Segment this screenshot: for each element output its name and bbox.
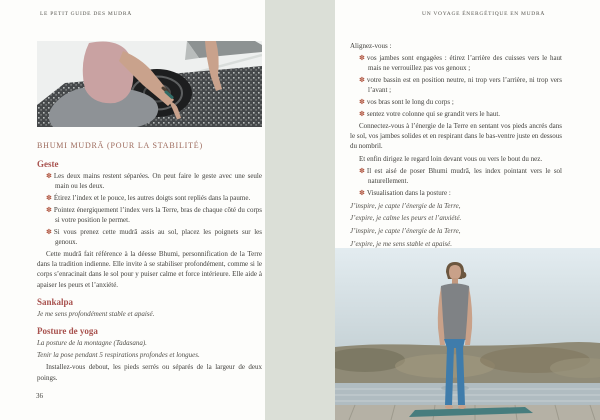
sankalpa-text: Je me sens profondément stable et apaisé. bbox=[37, 309, 155, 318]
right-page-column bbox=[350, 41, 562, 250]
list-item bbox=[359, 188, 562, 198]
connect-paragraph: Connectez-vous à l’énergie de la Terre en sentant vos pieds ancrés dans le sol, vos jambes solides et en respirant dans le bas-ventre juste en dessous du nombril. bbox=[350, 121, 562, 151]
list-item-text: votre bassin est en position neutre, ni trop vers l’arrière, ni trop vers l’avant ; bbox=[366, 76, 562, 95]
list-item bbox=[359, 166, 562, 186]
list-item bbox=[359, 109, 562, 119]
section-heading-sankalpa: Sankalpa bbox=[37, 296, 74, 307]
gaze-paragraph: Et enfin dirigez le regard loin devant vous ou vers le bout du nez. bbox=[359, 154, 543, 163]
flower-bullet-icon: ✽ bbox=[359, 109, 365, 118]
list-item bbox=[359, 75, 562, 95]
list-item bbox=[46, 205, 262, 225]
visualisation-line: J’inspire, je capte l’énergie de la Terre, bbox=[350, 227, 461, 236]
flower-bullet-icon: ✽ bbox=[46, 172, 52, 180]
photo-seated-bhumi-mudra bbox=[37, 41, 262, 127]
flower-bullet-icon: ✽ bbox=[359, 166, 365, 175]
flower-bullet-icon: ✽ bbox=[359, 98, 365, 107]
seated-mudra-illustration bbox=[37, 41, 262, 127]
running-head-right: UN VOYAGE ÉNERGÉTIQUE EN MUDRĀ bbox=[422, 11, 545, 17]
left-page-column bbox=[37, 141, 262, 383]
list-item-text: Étirez l’index et le pouce, les autres doigts sont repliés dans la paume. bbox=[53, 193, 251, 202]
mudra-bullet-list bbox=[350, 166, 562, 198]
list-item bbox=[46, 227, 262, 247]
spine-band bbox=[265, 0, 335, 420]
align-bullet-list bbox=[350, 53, 562, 119]
list-item-text: Visualisation dans la posture : bbox=[366, 188, 451, 197]
posture-duration: Tenir la pose pendant 5 respirations profondes et longues. bbox=[37, 351, 200, 360]
flower-bullet-icon: ✽ bbox=[46, 205, 52, 214]
section-heading-geste: Geste bbox=[37, 159, 59, 169]
list-item-text: vos bras sont le long du corps ; bbox=[366, 98, 454, 107]
section-heading-posture: Posture de yoga bbox=[37, 325, 98, 336]
align-intro: Alignez-vous : bbox=[350, 42, 392, 50]
list-item-text: Les deux mains restent séparées. On peut faire le geste avec une seule main ou les deux. bbox=[53, 172, 262, 191]
list-item-text: vos jambes sont engagées : étirez l’arrière des cuisses vers le haut mais ne verrouillez pas vos genoux ; bbox=[366, 54, 562, 73]
tadasana-illustration bbox=[335, 248, 600, 420]
geste-paragraph: Cette mudrā fait référence à la déesse Bhumi, personnification de la Terre dans la tradition indienne. Elle invite à se stabiliser profondément, comme si le corps s’enracinait dans le sol pour y puiser calme et force intérieure. Elle aide à apaiser les peurs et l’anxiété. bbox=[37, 249, 262, 289]
photo-tadasana-lake bbox=[335, 248, 600, 420]
list-item bbox=[359, 53, 562, 73]
posture-name: La posture de la montagne (Tadasana). bbox=[37, 338, 147, 347]
visualisation-line: J’expire, je me sens stable et apaisé. bbox=[350, 239, 452, 248]
flower-bullet-icon: ✽ bbox=[46, 227, 52, 236]
geste-bullet-list bbox=[37, 171, 262, 247]
list-item bbox=[46, 193, 262, 203]
list-item bbox=[46, 171, 262, 191]
list-item bbox=[359, 97, 562, 107]
list-item-text: Il est aisé de poser Bhumi mudrā, les index pointant vers le sol naturellement. bbox=[366, 166, 562, 185]
visualisation-line: J’expire, je calme les peurs et l’anxiété. bbox=[350, 214, 462, 223]
flower-bullet-icon: ✽ bbox=[46, 193, 52, 202]
list-item-text: Si vous prenez cette mudrā assis au sol, placez les poignets sur les genoux. bbox=[53, 227, 262, 246]
chapter-title: BHUMI MUDRĀ (POUR LA STABILITÉ) bbox=[37, 141, 203, 150]
posture-paragraph: Installez-vous debout, les pieds serrés ou séparés de la largeur de deux poings. bbox=[37, 363, 262, 382]
visualisation-block bbox=[350, 200, 562, 250]
page-number: 36 bbox=[36, 392, 43, 400]
flower-bullet-icon: ✽ bbox=[359, 76, 365, 85]
flower-bullet-icon: ✽ bbox=[359, 188, 365, 197]
list-item-text: sentez votre colonne qui se grandit vers le haut. bbox=[366, 109, 501, 118]
list-item-text: Pointez énergiquement l’index vers la Terre, bras de chaque côté du corps si votre position le permet. bbox=[53, 205, 262, 224]
running-head-left: LE PETIT GUIDE DES MUDRĀ bbox=[40, 11, 132, 17]
flower-bullet-icon: ✽ bbox=[359, 54, 365, 63]
visualisation-line: J’inspire, je capte l’énergie de la Terre, bbox=[350, 201, 461, 210]
